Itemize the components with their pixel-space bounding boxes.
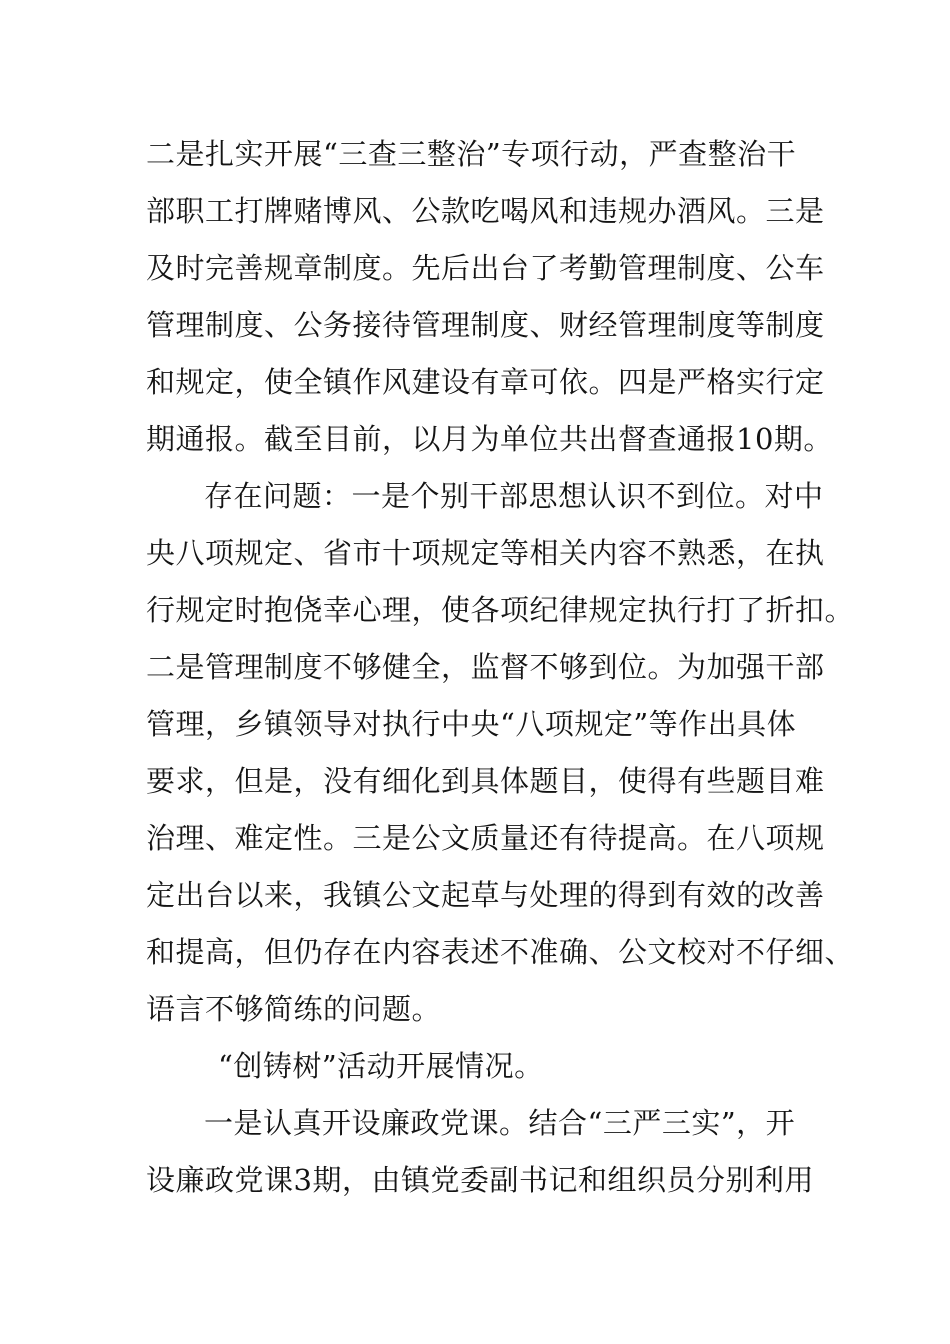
text-line-10: 二是管理制度不够健全，监督不够到位。为加强干部 [146, 650, 825, 684]
text-line-12: 要求，但是，没有细化到具体题目，使得有些题目难 [146, 764, 825, 798]
text-line-4: 管理制度、公务接待管理制度、财经管理制度等制度 [146, 308, 825, 342]
text-line-19: 设廉政党课3期，由镇党委副书记和组织员分别利用 [146, 1163, 814, 1197]
text-line-8: 央八项规定、省市十项规定等相关内容不熟悉，在执 [146, 536, 825, 570]
text-line-2: 部职工打牌赌博风、公款吃喝风和违规办酒风。三是 [146, 194, 825, 228]
text-line-3: 及时完善规章制度。先后出台了考勤管理制度、公车 [146, 251, 825, 285]
text-line-11: 管理，乡镇领导对执行中央“八项规定”等作出具体 [146, 707, 797, 741]
text-line-7: 存在问题：一是个别干部思想认识不到位。对中 [204, 479, 824, 513]
text-line-1: 二是扎实开展“三查三整治”专项行动，严查整治干 [146, 137, 797, 171]
text-line-14: 定出台以来，我镇公文起草与处理的得到有效的改善 [146, 878, 825, 912]
text-line-5: 和规定，使全镇作风建设有章可依。四是严格实行定 [146, 365, 825, 399]
text-line-15: 和提高，但仍存在内容表述不准确、公文校对不仔细、 [146, 935, 855, 969]
text-line-6: 期通报。截至目前，以月为单位共出督查通报10期。 [146, 422, 833, 456]
text-line-17: “创铸树”活动开展情况。 [218, 1049, 544, 1083]
text-line-18: 一是认真开设廉政党课。结合“三严三实”，开 [204, 1106, 796, 1140]
text-line-16: 语言不够简练的问题。 [146, 992, 442, 1026]
text-line-13: 治理、难定性。三是公文质量还有待提高。在八项规 [146, 821, 825, 855]
text-line-9: 行规定时抱侥幸心理，使各项纪律规定执行打了折扣。 [146, 593, 855, 627]
